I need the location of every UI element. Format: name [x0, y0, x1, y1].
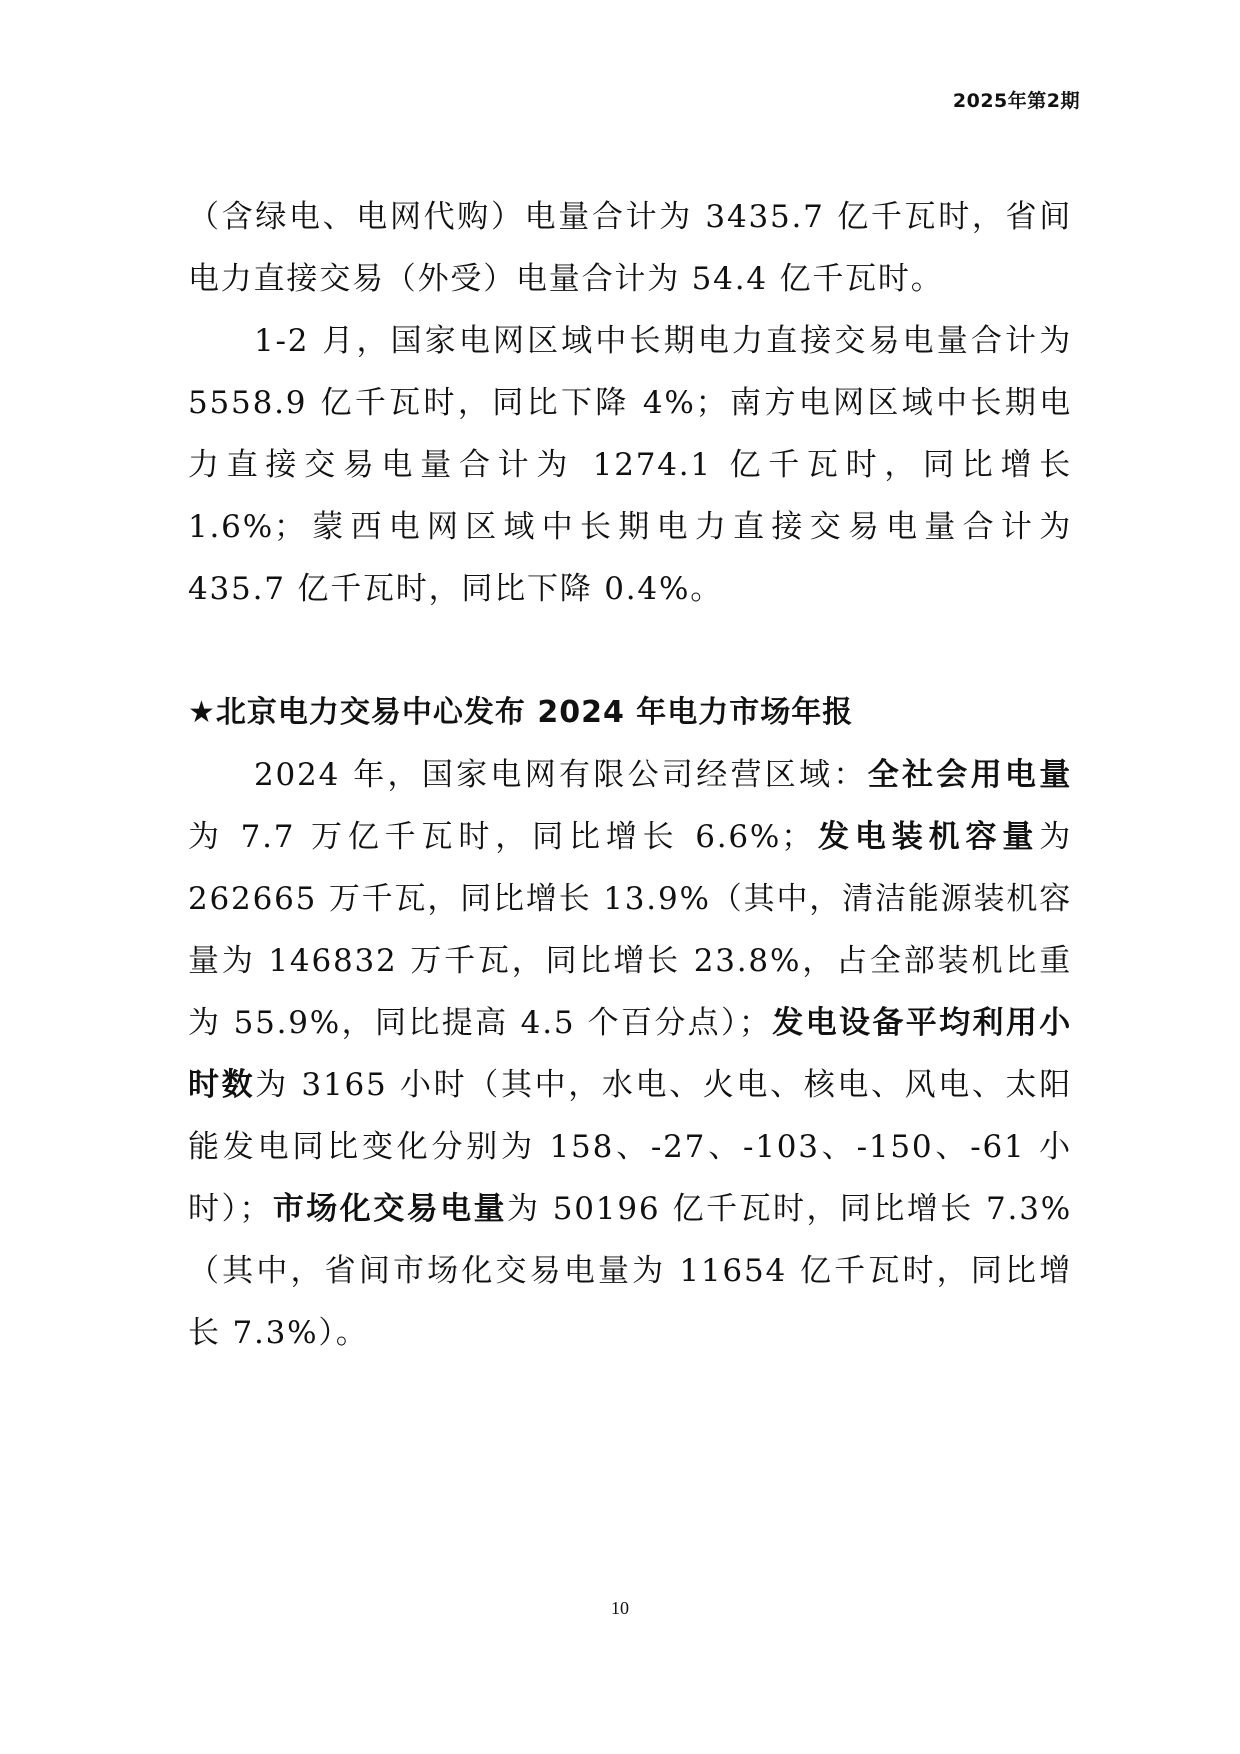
text-segment: 2024 年，国家电网有限公司经营区域： [254, 757, 868, 793]
bold-term-electricity-consumption: 全社会用电量 [867, 757, 1072, 793]
bold-term-installed-capacity: 发电装机容量 [814, 819, 1040, 855]
section-heading: ★北京电力交易中心发布 2024 年电力市场年报 [188, 695, 854, 730]
text-segment: 为 7.7 万亿千瓦时，同比增长 6.6%； [188, 819, 814, 855]
paragraph-continuation: （含绿电、电网代购）电量合计为 3435.7 亿千瓦时，省间电力直接交易（外受）电量合计为 54.4 亿千瓦时。 [188, 199, 1072, 297]
text-segment: 为 3165 小时（其中，水电、火电、核电、风电、太阳能发电同比变化分别为 158、-27、-103、-150、-61 小时）； [188, 1067, 1073, 1227]
page-number: 10 [611, 1598, 629, 1618]
paragraph-trade-volume: 1-2 月，国家电网区域中长期电力直接交易电量合计为5558.9 亿千瓦时，同比下降 4%；南方电网区域中长期电力直接交易电量合计为 1274.1 亿千瓦时，同比增长 1.6%；蒙西电网区域中长期电力直接交易电量合计为 435.7 亿千瓦时，同比下降 0.4%。 [188, 323, 1072, 607]
paragraph-annual-report [188, 744, 1072, 1364]
bold-term-market-trade-volume: 市场化交易电量 [272, 1191, 507, 1227]
bold-term-utilization-hours: 发电设备平均利用小时数 [188, 1005, 1072, 1103]
document-body [188, 186, 1072, 1364]
text-segment: 为 50196 亿千瓦时，同比增长 7.3%（其中，省间市场化交易电量为 11654 亿千瓦时，同比增长 7.3%）。 [188, 1191, 1072, 1351]
text-segment: 为 262665 万千瓦，同比增长 13.9%（其中，清洁能源装机容量为 146832 万千瓦，同比增长 23.8%，占全部装机比重为 55.9%，同比提高 4.5 个百分点）； [188, 819, 1072, 1041]
issue-label: 2025年第2期 [952, 90, 1080, 112]
